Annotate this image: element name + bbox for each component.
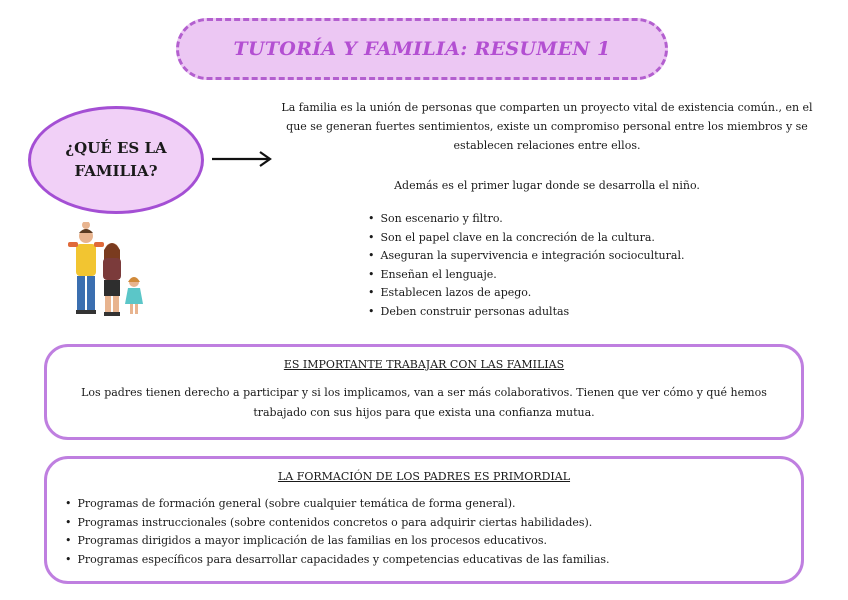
question-text [65,137,166,183]
important-text: Los padres tienen derecho a participar y si los implicamos, van a ser más colaborativos. Tienen que ver cómo y qué hemos trabajado con sus hijos para que exista una confianza mutua. [81,386,767,419]
family-illustration [62,222,148,322]
page-title: TUTORÍA Y FAMILIA: RESUMEN 1 [233,38,611,60]
list-item: • Son el papel clave en la concreción de la cultura. [368,229,788,248]
question-bubble [28,106,204,214]
list-item: • Aseguran la supervivencia e integración sociocultural. [368,247,788,266]
list-item: • Programas instruccionales (sobre contenidos concretos o para adquirir ciertas habilidades). [65,514,801,533]
list-item: • Son escenario y filtro. [368,210,788,229]
family-first-place: Además es el primer lugar donde se desarrolla el niño. [394,179,700,192]
question-line-2: FAMILIA? [74,162,158,180]
list-item: • Establecen lazos de apego. [368,284,788,303]
title-banner [176,18,668,80]
family-definition: La familia es la unión de personas que comparten un proyecto vital de existencia común., en el que se generan fuertes sentimientos, existe un compromiso personal entre los miembros y se establecen relaciones entre ellos. [281,101,813,152]
list-item: • Programas de formación general (sobre cualquier temática de forma general). [65,495,801,514]
list-item: • Programas específicos para desarrollar capacidades y competencias educativas de las familias. [65,551,801,570]
important-box [44,344,804,440]
list-item: • Deben construir personas adultas [368,303,788,322]
arrow-right-icon [210,150,274,168]
family-points-list [368,210,788,322]
formation-heading: LA FORMACIÓN DE LOS PADRES ES PRIMORDIAL [277,470,571,483]
list-item: • Programas dirigidos a mayor implicación de las familias en los procesos educativos. [65,532,801,551]
important-heading: ES IMPORTANTE TRABAJAR CON LAS FAMILIAS [283,358,565,371]
list-item: • Enseñan el lenguaje. [368,266,788,285]
formation-box [44,456,804,584]
question-line-1: ¿QUÉ ES LA [65,139,167,157]
formation-list [65,495,801,569]
